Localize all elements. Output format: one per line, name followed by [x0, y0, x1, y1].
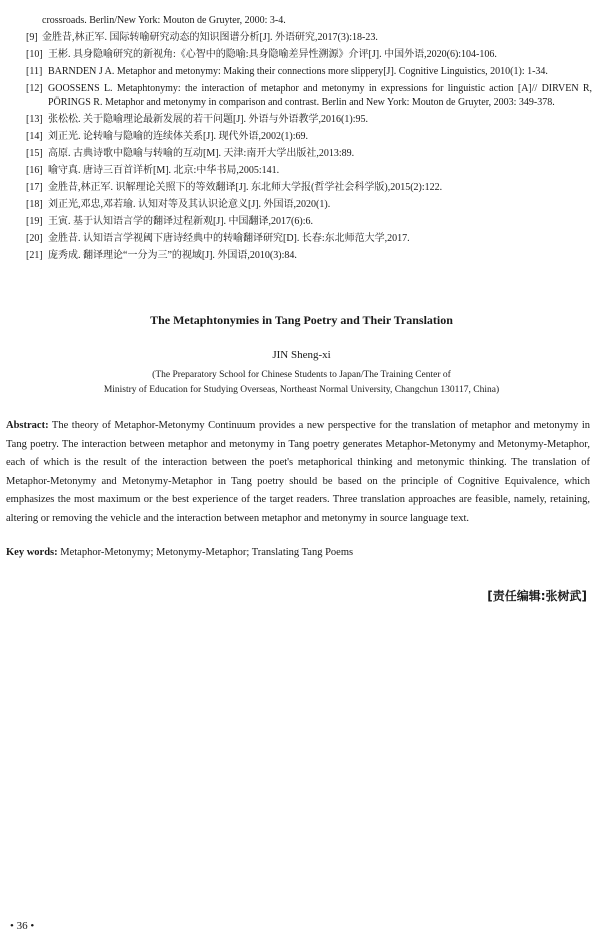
paper-title: The Metaphtonymies in Tang Poetry and Their Translation [150, 313, 453, 327]
reference-item [26, 198, 592, 212]
affiliation-line: (The Preparatory School for Chinese Students to Japan/The Training Center of [152, 370, 451, 380]
abstract-text: The theory of Metaphor-Metonymy Continuum provides a new perspective for the translation of metaphor and metonymy in Tang poetry. The interaction between metaphor and metonymy in Tang poetry generates Metaphor-Metonymy and Metonymy-Metaphor, each of which is the result of the interaction between the poet's metaphorical thinking and metonymic thinking. The translation of Metaphor-Metonymy and Metonymy-Metaphor in Tang poetry should be based on the principle of Cognitive Equivalence, which emphasizes the most maximum or the best experience of the target readers. Three translation approaches are feasible, namely, retaining, altering or removing the vehicle and the interaction between metaphor and metonymy in source language text. [6, 420, 590, 524]
keywords [6, 547, 590, 558]
reference-item [26, 249, 592, 263]
reference-number: [11] [26, 66, 43, 77]
reference-item [26, 31, 592, 45]
reference-text: 金胜昔. 认知语言学视阈下唐诗经典中的转喻翻译研究[D]. 长春:东北师范大学,2017. [48, 233, 410, 244]
reference-number: [19] [26, 216, 43, 227]
reference-item [26, 181, 592, 195]
affiliation-line: Ministry of Education for Studying Overseas, Northeast Normal University, Changchun 130117, China) [103, 385, 500, 395]
reference-item [26, 65, 592, 79]
reference-text: 王彬. 具身隐喻研究的新视角:《心智中的隐喻:具身隐喻差异性溯源》介评[J]. 中国外语,2020(6):104-106. [48, 49, 497, 60]
reference-item [26, 130, 592, 144]
reference-text: 高原. 古典诗歌中隐喻与转喻的互动[M]. 天津:南开大学出版社,2013:89. [48, 148, 355, 159]
abstract-label: Abstract: [6, 420, 49, 431]
abstract [6, 417, 590, 529]
reference-text: 刘正光. 论转喻与隐喻的连续体关系[J]. 现代外语,2002(1):69. [48, 131, 308, 142]
page-number: • 36 • [10, 920, 35, 932]
reference-number: [13] [26, 114, 43, 125]
reference-number: [15] [26, 148, 43, 159]
reference-item [26, 48, 592, 62]
reference-text: 金胜昔,林正军. 国际转喻研究动态的知识图谱分析[J]. 外语研究,2017(3):18-23. [42, 32, 378, 43]
reference-text: GOOSSENS L. Metaphtonymy: the interaction of metaphor and metonymy in expressions for linguistic action [A]// DIRVEN R, PÖRINGS R. Metaphor and metonymy in comparison and contrast. Berlin and New York: Mouton de Gruyter, 2003: 349-378. [48, 83, 592, 108]
reference-item [26, 164, 592, 178]
reference-list [26, 14, 592, 266]
reference-text: 庞秀成. 翻译理论“一分为三”的视域[J]. 外国语,2010(3):84. [48, 250, 297, 261]
reference-number: [10] [26, 49, 43, 60]
reference-item [26, 14, 592, 28]
reference-text: crossroads. Berlin/New York: Mouton de Gruyter, 2000: 3-4. [42, 15, 286, 26]
reference-number: [12] [26, 83, 43, 94]
keywords-text: Metaphor-Metonymy; Metonymy-Metaphor; Translating Tang Poems [57, 547, 354, 558]
reference-text: 刘正光,邓忠,邓若瑜. 认知对等及其认识论意义[J]. 外国语,2020(1). [48, 199, 331, 210]
reference-number: [21] [26, 250, 43, 261]
reference-item [26, 232, 592, 246]
reference-number: [14] [26, 131, 43, 142]
reference-number: [17] [26, 182, 43, 193]
reference-text: 喻守真. 唐诗三百首详析[M]. 北京:中华书局,2005:141. [48, 165, 280, 176]
reference-item [26, 113, 592, 127]
reference-item [26, 147, 592, 161]
reference-text: 王寅. 基于认知语言学的翻译过程新观[J]. 中国翻译,2017(6):6. [48, 216, 313, 227]
responsible-editor: [责任编辑:张树武] [487, 589, 587, 603]
reference-number: [18] [26, 199, 43, 210]
reference-text: BARNDEN J A. Metaphor and metonymy: Making their connections more slippery[J]. Cognitive Linguistics, 2010(1): 1-34. [48, 66, 548, 77]
keywords-label: Key words: [6, 547, 58, 558]
reference-text: 金胜昔,林正军. 识解理论关照下的等效翻译[J]. 东北师大学报(哲学社会科学版),2015(2):122. [48, 182, 443, 193]
author-name: JIN Sheng-xi [272, 349, 331, 361]
reference-item [26, 215, 592, 229]
reference-text: 张松松. 关于隐喻理论最新发展的若干问题[J]. 外语与外语教学,2016(1):95. [48, 114, 368, 125]
reference-number: [20] [26, 233, 43, 244]
author-affiliation [0, 368, 603, 398]
reference-number: [16] [26, 165, 43, 176]
reference-item [26, 82, 592, 110]
reference-number: [9] [26, 32, 38, 43]
